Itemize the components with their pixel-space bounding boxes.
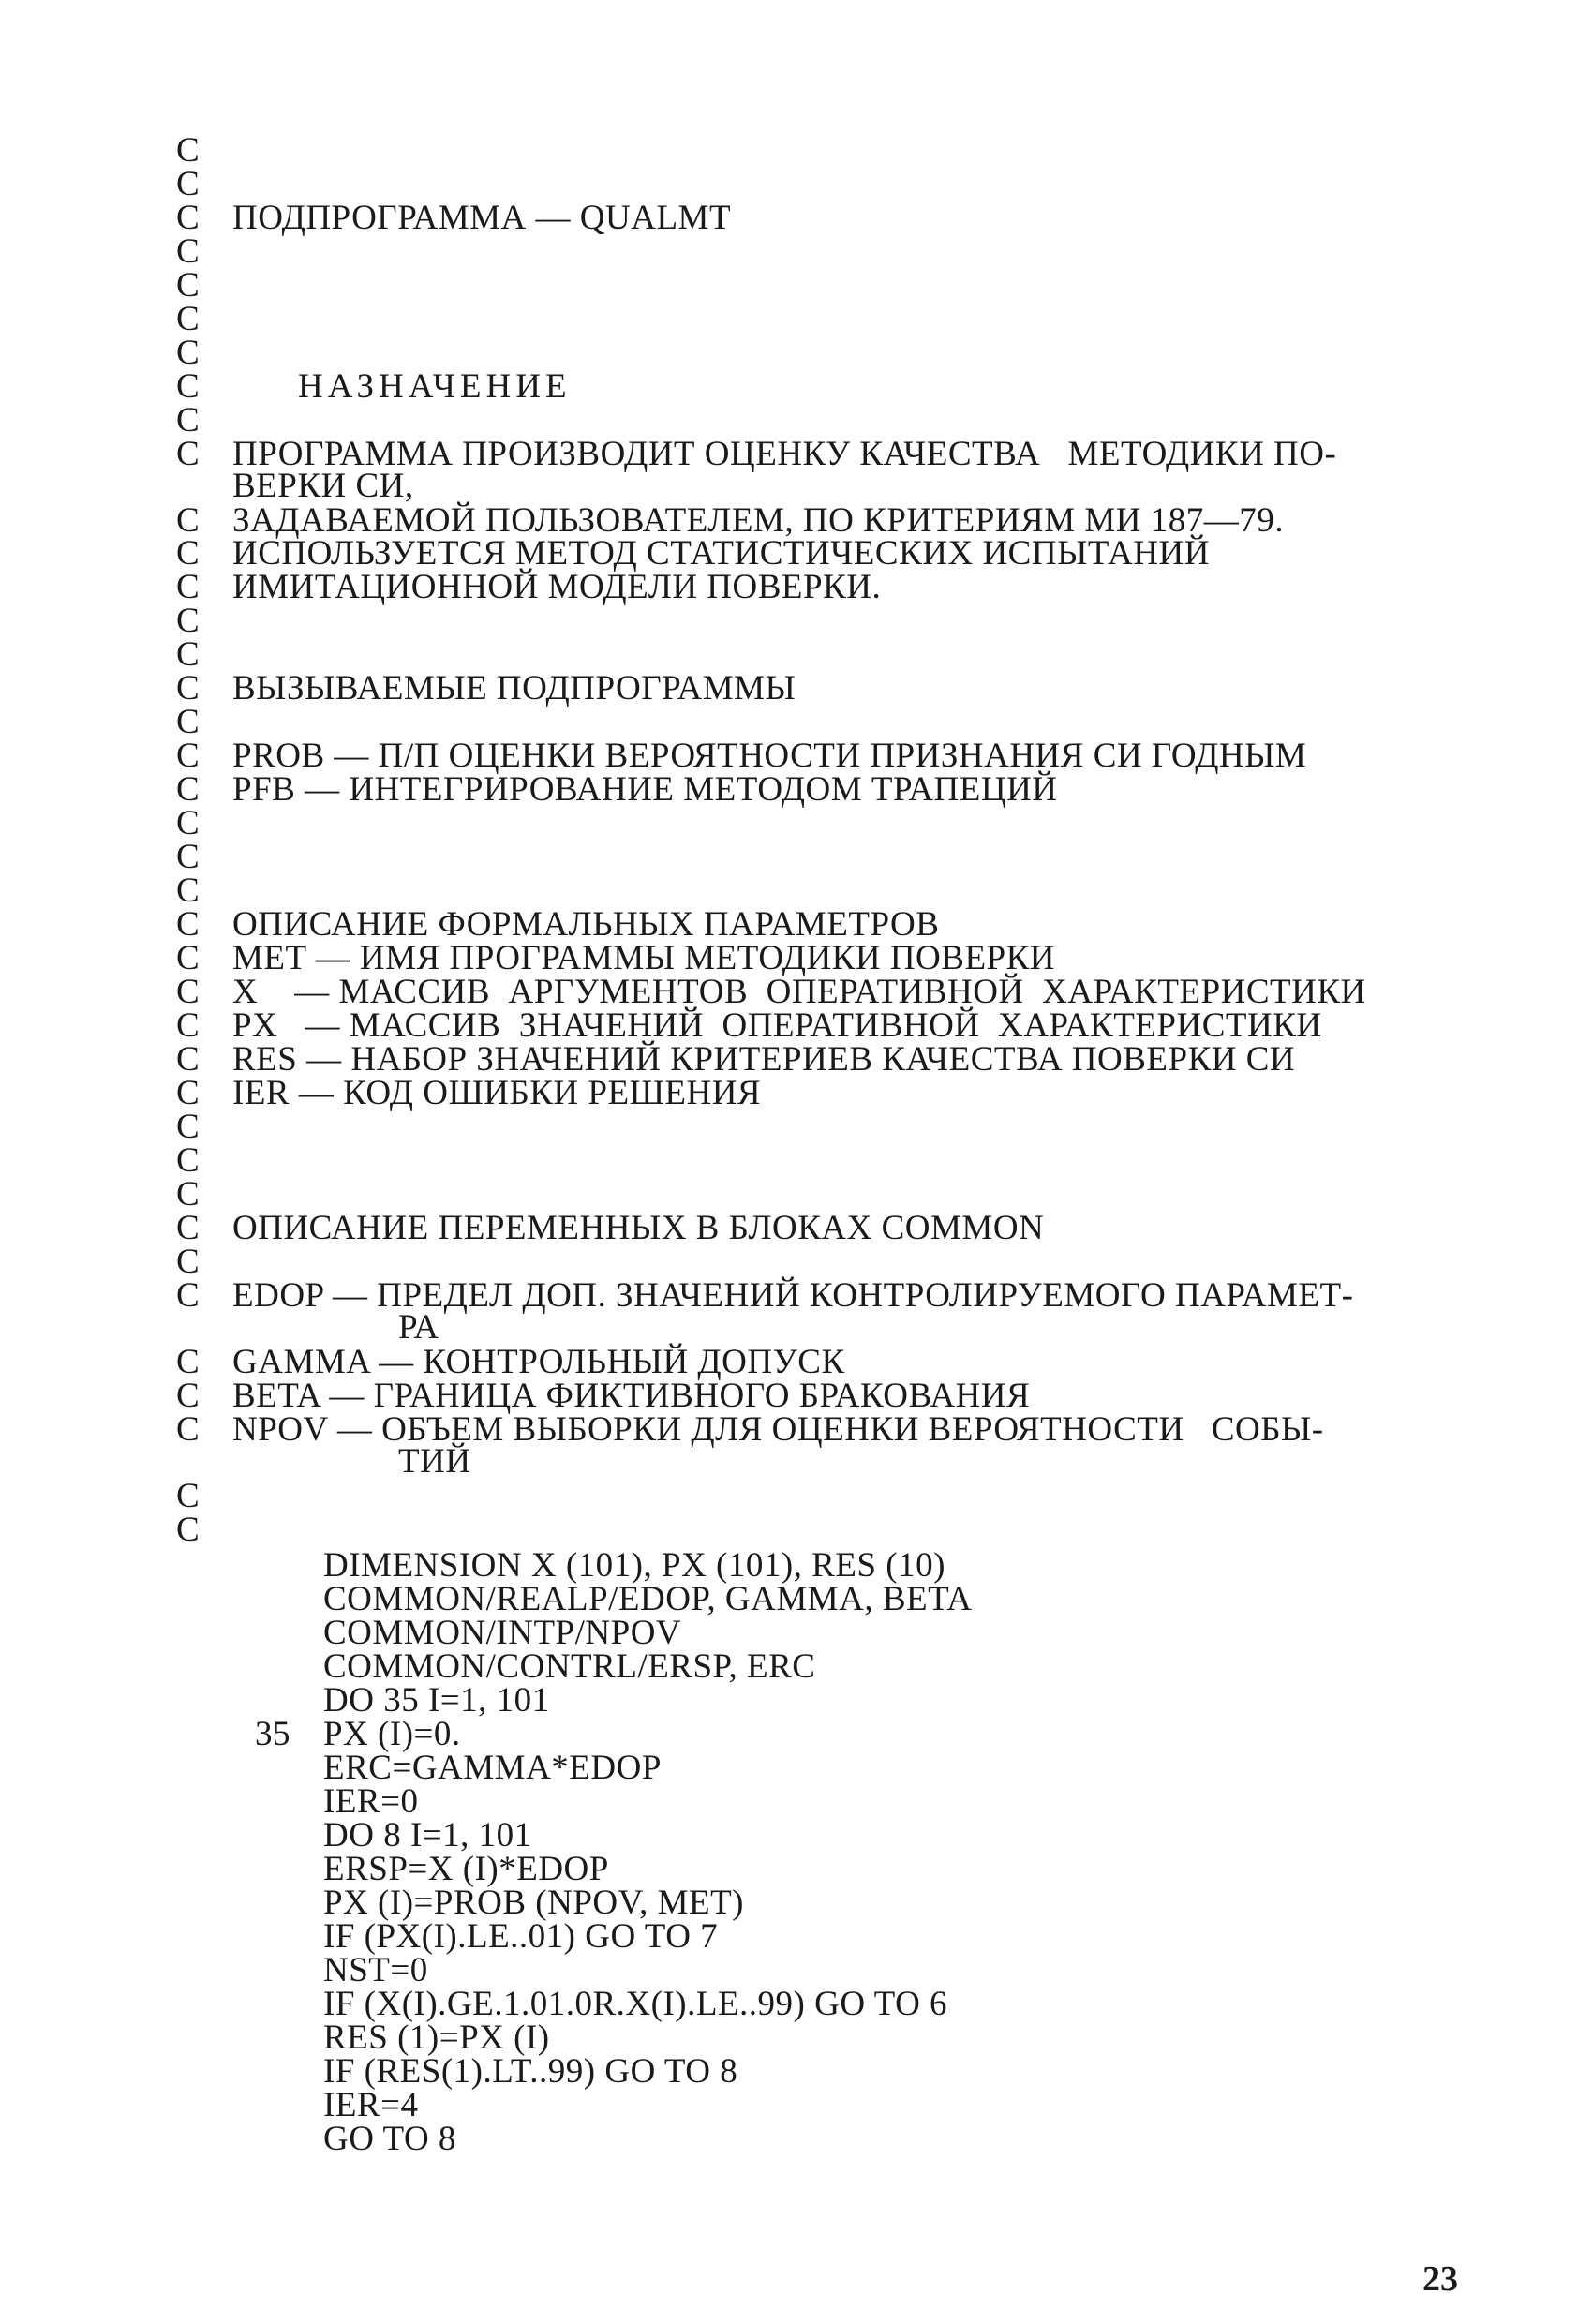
comment-marker: C (176, 232, 201, 271)
purpose-heading: НАЗНАЧЕНИЕ (298, 367, 572, 406)
common-var-gamma: GAMMA — КОНТРОЛЬНЫЙ ДОПУСК (232, 1343, 845, 1381)
code-line: COMMON/CONTRL/ERSP, ERC (323, 1647, 816, 1686)
comment-marker: C (176, 804, 201, 842)
code-line: IF (PX(I).LE..01) GO TO 7 (323, 1917, 719, 1956)
common-var-npov: NPOV — ОБЪЕМ ВЫБОРКИ ДЛЯ ОЦЕНКИ ВЕРОЯТНОСТИ СОБЫ- (232, 1410, 1324, 1449)
comment-marker: C (176, 872, 201, 910)
comment-marker: C (176, 568, 201, 606)
page-number: 23 (1422, 2259, 1458, 2299)
comment-marker: C (176, 1006, 201, 1045)
code-line: DO 8 I=1, 101 (323, 1816, 532, 1855)
comment-marker: C (176, 1108, 201, 1146)
comment-marker: C (176, 300, 201, 338)
purpose-line-continuation: ВЕРКИ СИ, (232, 467, 414, 505)
code-line: GO TO 8 (323, 2120, 456, 2158)
code-line: ERC=GAMMA*EDOP (323, 1749, 662, 1787)
comment-marker: C (176, 973, 201, 1011)
formal-param-item: X — МАССИВ АРГУМЕНТОВ ОПЕРАТИВНОЙ ХАРАКТЕРИСТИКИ (232, 973, 1366, 1011)
code-line: PX (I)=0. (323, 1715, 461, 1753)
common-var-edop: EDOP — ПРЕДЕЛ ДОП. ЗНАЧЕНИЙ КОНТРОЛИРУЕМОГО ПАРАМЕТ- (232, 1276, 1354, 1315)
comment-marker: C (176, 905, 201, 944)
common-var-beta: BETA — ГРАНИЦА ФИКТИВНОГО БРАКОВАНИЯ (232, 1377, 1031, 1415)
code-line: IER=0 (323, 1782, 419, 1821)
formal-param-item: IER — КОД ОШИБКИ РЕШЕНИЯ (232, 1074, 762, 1112)
code-line: DIMENSION X (101), PX (101), RES (10) (323, 1546, 945, 1585)
comment-marker: C (176, 703, 201, 741)
comment-marker: C (176, 435, 201, 473)
comment-marker: C (176, 1343, 201, 1381)
code-line: RES (1)=PX (I) (323, 2019, 550, 2057)
comment-marker: C (176, 367, 201, 406)
formal-params-heading: ОПИСАНИЕ ФОРМАЛЬНЫХ ПАРАМЕТРОВ (232, 905, 940, 944)
comment-marker: C (176, 1074, 201, 1112)
comment-marker: C (176, 635, 201, 674)
common-var-edop-continuation: РА (398, 1308, 439, 1347)
comment-marker: C (176, 1276, 201, 1315)
common-var-npov-continuation: ТИЙ (398, 1442, 471, 1481)
comment-marker: C (176, 770, 201, 809)
code-line: DO 35 I=1, 101 (323, 1681, 550, 1720)
comment-marker: C (176, 1243, 201, 1281)
purpose-line: ПРОГРАММА ПРОИЗВОДИТ ОЦЕНКУ КАЧЕСТВА МЕТОДИКИ ПО- (232, 435, 1337, 473)
comment-marker: C (176, 1511, 201, 1549)
code-line: PX (I)=PROB (NPOV, MET) (323, 1884, 744, 1922)
called-subprogram-item: PROB — П/П ОЦЕНКИ ВЕРОЯТНОСТИ ПРИЗНАНИЯ СИ ГОДНЫМ (232, 737, 1307, 775)
code-line: ERSP=X (I)*EDOP (323, 1850, 609, 1888)
comment-marker: C (176, 1209, 201, 1247)
called-subprograms-heading: ВЫЗЫВАЕМЫЕ ПОДПРОГРАММЫ (232, 669, 796, 708)
purpose-line: ЗАДАВАЕМОЙ ПОЛЬЗОВАТЕЛЕМ, ПО КРИТЕРИЯМ МИ 187—79. (232, 501, 1284, 540)
comment-marker: C (176, 1410, 201, 1449)
purpose-line: ИСПОЛЬЗУЕТСЯ МЕТОД СТАТИСТИЧЕСКИХ ИСПЫТАНИЙ (232, 534, 1210, 573)
formal-param-item: MET — ИМЯ ПРОГРАММЫ МЕТОДИКИ ПОВЕРКИ (232, 939, 1056, 977)
comment-marker: C (176, 1477, 201, 1515)
purpose-line: ИМИТАЦИОННОЙ МОДЕЛИ ПОВЕРКИ. (232, 568, 882, 606)
called-subprogram-item: PFB — ИНТЕГРИРОВАНИЕ МЕТОДОМ ТРАПЕЦИЙ (232, 770, 1058, 809)
comment-marker: C (176, 199, 201, 237)
comment-marker: C (176, 131, 201, 170)
comment-marker: C (176, 1141, 201, 1180)
comment-marker: C (176, 1175, 201, 1214)
common-vars-heading: ОПИСАНИЕ ПЕРЕМЕННЫХ В БЛОКАХ COMMON (232, 1209, 1045, 1247)
formal-param-item: RES — НАБОР ЗНАЧЕНИЙ КРИТЕРИЕВ КАЧЕСТВА ПОВЕРКИ СИ (232, 1040, 1296, 1079)
comment-marker: C (176, 602, 201, 640)
comment-marker: C (176, 939, 201, 977)
comment-marker: C (176, 1040, 201, 1079)
comment-marker: C (176, 266, 201, 305)
code-line: IF (X(I).GE.1.01.0R.X(I).LE..99) GO TO 6 (323, 1985, 948, 2023)
comment-marker: C (176, 737, 201, 775)
comment-marker: C (176, 534, 201, 573)
code-line: IF (RES(1).LT..99) GO TO 8 (323, 2052, 738, 2091)
comment-marker: C (176, 501, 201, 540)
subprogram-title: ПОДПРОГРАММА — QUALMT (232, 199, 732, 237)
comment-marker: C (176, 401, 201, 439)
code-line: NST=0 (323, 1951, 428, 1989)
comment-marker: C (176, 1377, 201, 1415)
comment-marker: C (176, 165, 201, 203)
formal-param-item: PX — МАССИВ ЗНАЧЕНИЙ ОПЕРАТИВНОЙ ХАРАКТЕРИСТИКИ (232, 1006, 1322, 1045)
comment-marker: C (176, 669, 201, 708)
code-line: COMMON/INTP/NPOV (323, 1614, 682, 1652)
comment-marker: C (176, 334, 201, 372)
code-line: IER=4 (323, 2086, 419, 2124)
code-line: COMMON/REALP/EDOP, GAMMA, BETA (323, 1580, 973, 1618)
code-label: 35 (255, 1715, 290, 1753)
comment-marker: C (176, 838, 201, 876)
